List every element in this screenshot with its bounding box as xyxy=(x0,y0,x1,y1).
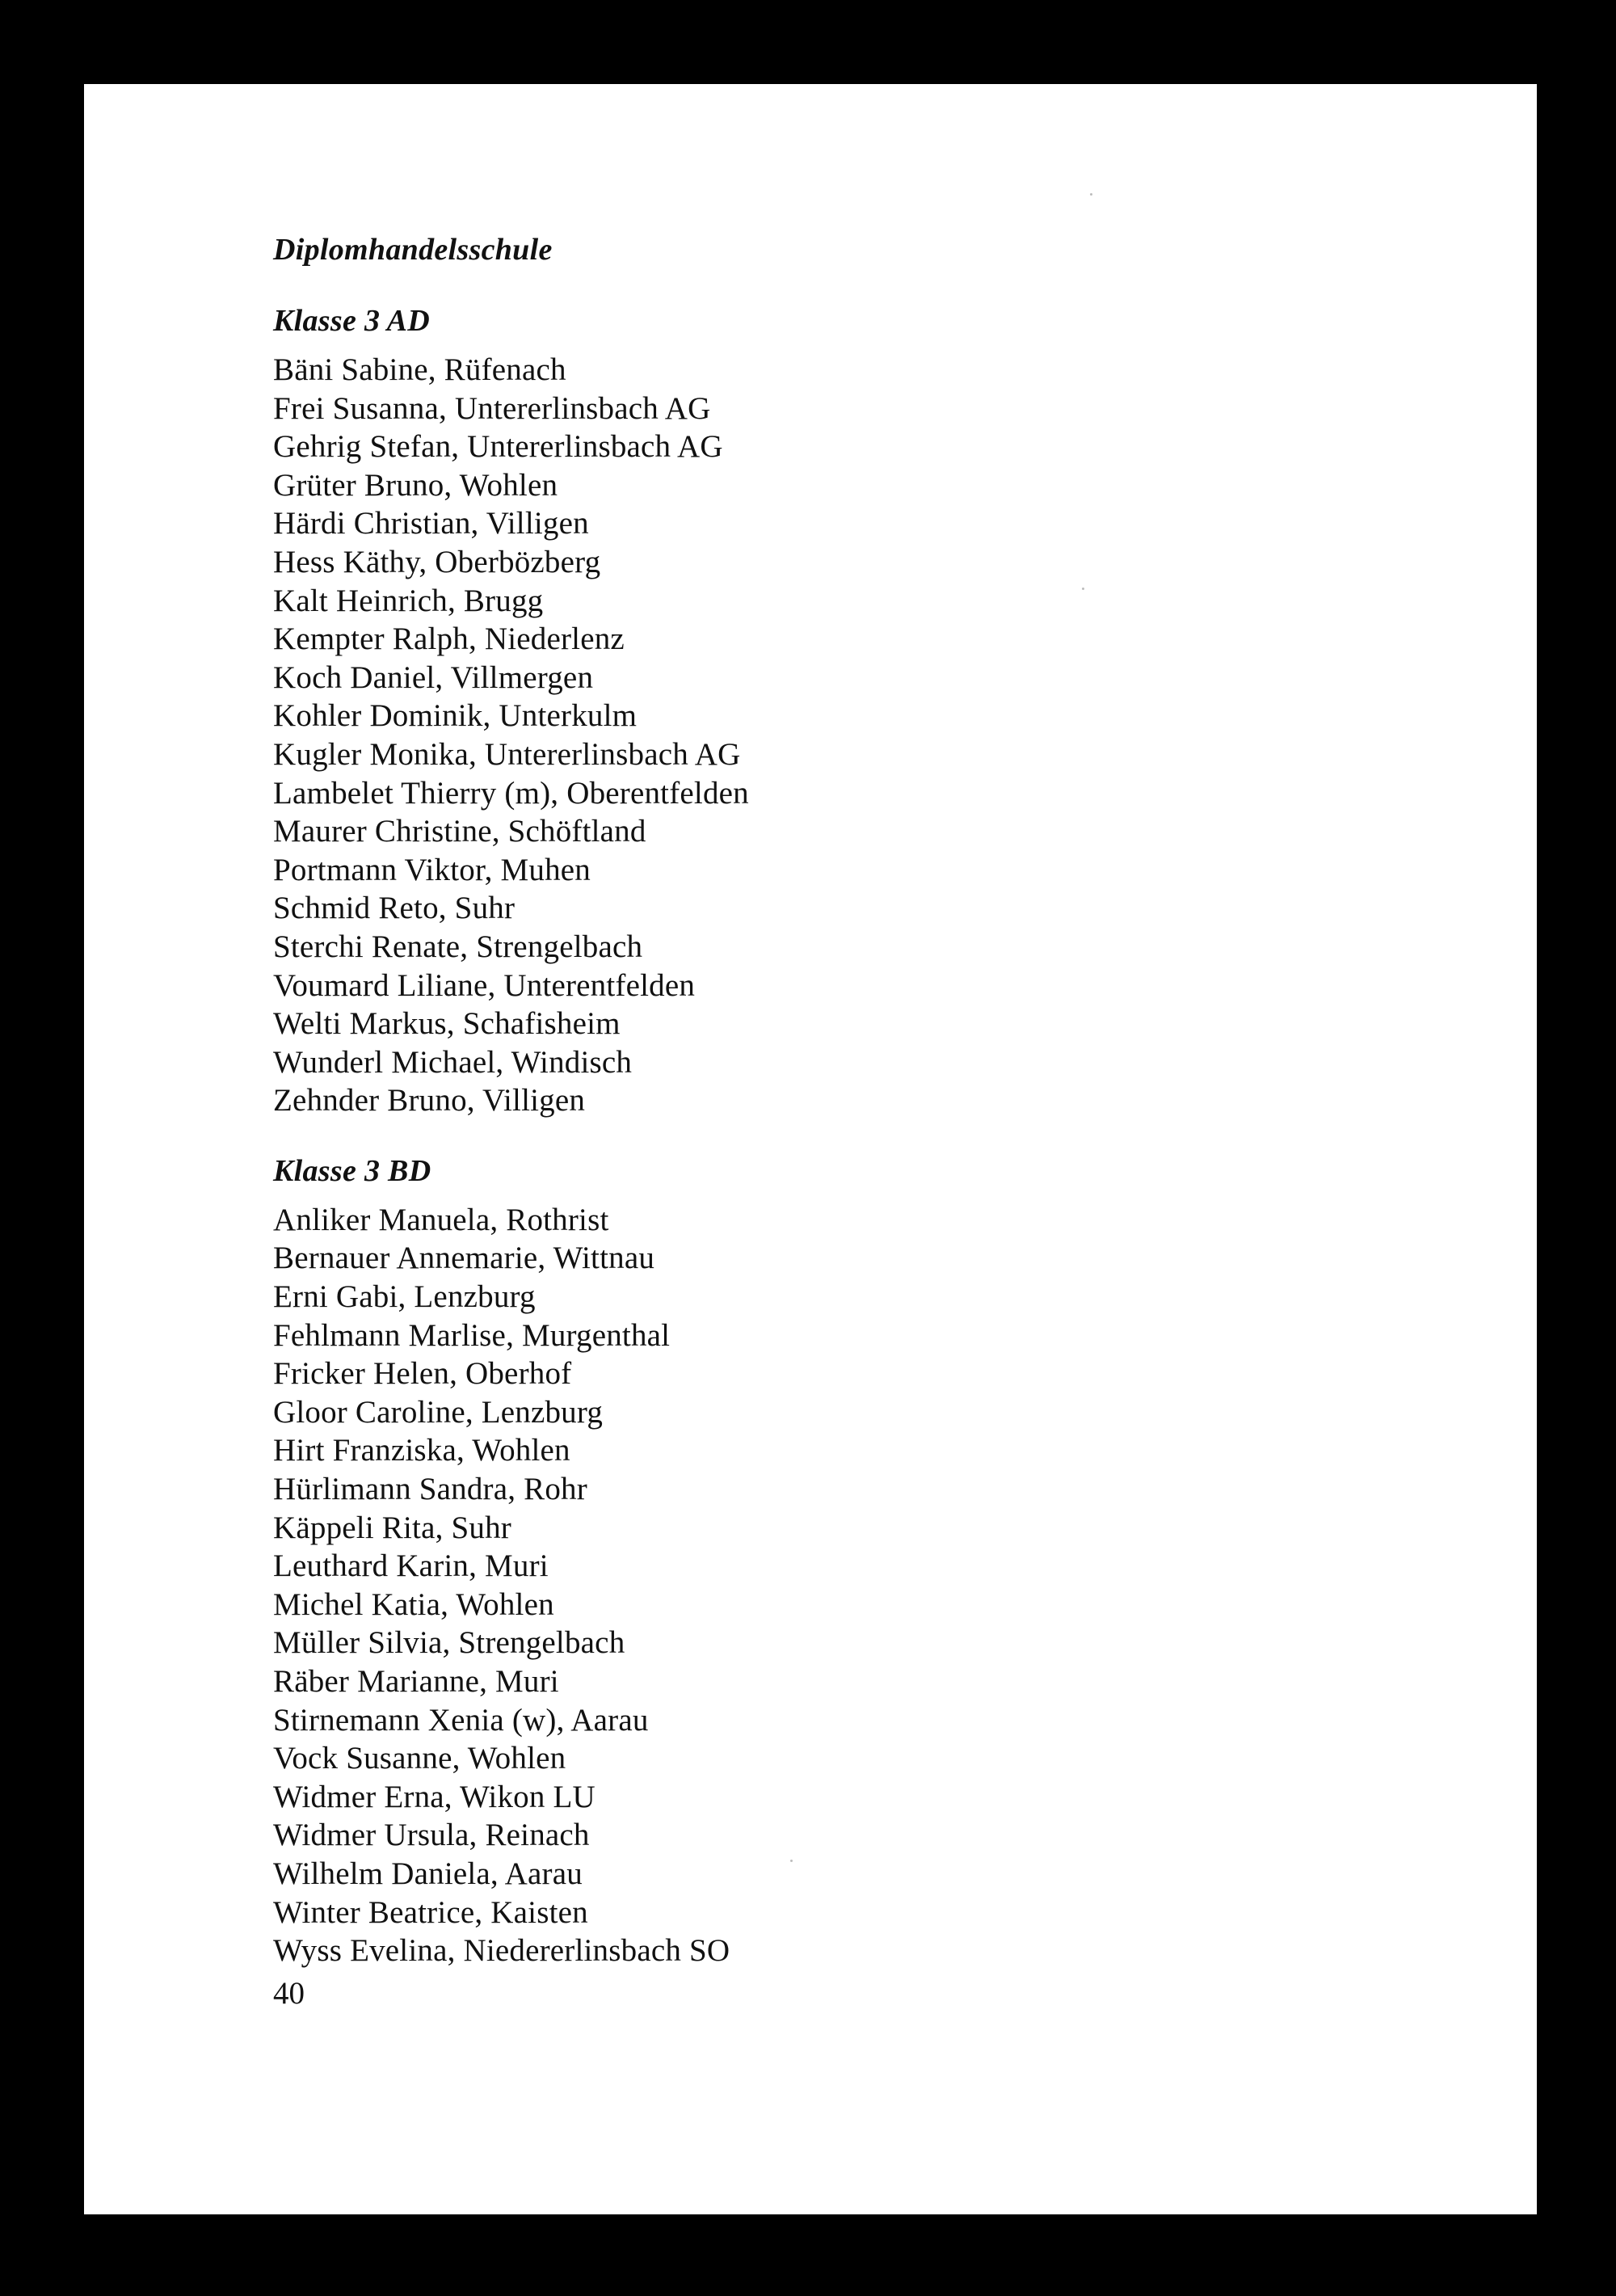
student-entry: Härdi Christian, Villigen xyxy=(273,506,589,541)
student-entry: Bäni Sabine, Rüfenach xyxy=(273,352,566,387)
student-entry: Räber Marianne, Muri xyxy=(273,1664,559,1699)
student-entry: Vock Susanne, Wohlen xyxy=(273,1741,566,1776)
student-entry: Kalt Heinrich, Brugg xyxy=(273,583,544,618)
student-entry: Koch Daniel, Villmergen xyxy=(273,659,594,695)
student-entry: Fehlmann Marlise, Murgenthal xyxy=(273,1317,671,1353)
document-heading: Diplomhandelsschule xyxy=(273,233,553,267)
student-list xyxy=(273,351,1485,1120)
student-entry: Anliker Manuela, Rothrist xyxy=(273,1202,609,1237)
page-content xyxy=(273,230,1485,2014)
student-entry: Winter Beatrice, Kaisten xyxy=(273,1894,588,1930)
paper-speck xyxy=(790,1860,793,1862)
student-entry: Widmer Erna, Wikon LU xyxy=(273,1779,595,1814)
student-entry: Bernauer Annemarie, Wittnau xyxy=(273,1241,655,1276)
student-entry: Schmid Reto, Suhr xyxy=(273,891,516,926)
class-section-3ad xyxy=(273,301,1485,1120)
student-entry: Käppeli Rita, Suhr xyxy=(273,1510,511,1545)
student-entry: Voumard Liliane, Unterentfelden xyxy=(273,967,696,1003)
section-title: Klasse 3 BD xyxy=(273,1153,431,1188)
student-entry: Sterchi Renate, Strengelbach xyxy=(273,929,643,964)
student-entry: Gloor Caroline, Lenzburg xyxy=(273,1394,604,1430)
student-entry: Stirnemann Xenia (w), Aarau xyxy=(273,1702,649,1738)
page-number: 40 xyxy=(273,1975,305,2011)
paper-speck xyxy=(1090,193,1092,196)
student-entry: Leuthard Karin, Muri xyxy=(273,1548,549,1584)
student-list xyxy=(273,1201,1485,1970)
student-entry: Kempter Ralph, Niederlenz xyxy=(273,621,625,657)
student-entry: Gehrig Stefan, Untererlinsbach AG xyxy=(273,429,723,465)
student-entry: Zehnder Bruno, Villigen xyxy=(273,1083,586,1119)
student-entry: Hürlimann Sandra, Rohr xyxy=(273,1472,587,1507)
student-entry: Wyss Evelina, Niedererlinsbach SO xyxy=(273,1933,730,1969)
student-entry: Fricker Helen, Oberhof xyxy=(273,1356,572,1392)
student-entry: Müller Silvia, Strengelbach xyxy=(273,1625,625,1661)
class-section-3bd xyxy=(273,1151,1485,1970)
section-title: Klasse 3 AD xyxy=(273,304,431,338)
document-page xyxy=(84,84,1537,2214)
student-entry: Widmer Ursula, Reinach xyxy=(273,1818,590,1853)
student-entry: Hirt Franziska, Wohlen xyxy=(273,1433,570,1468)
student-entry: Welti Markus, Schafisheim xyxy=(273,1006,621,1042)
student-entry: Frei Susanna, Untererlinsbach AG xyxy=(273,390,711,426)
student-entry: Kugler Monika, Untererlinsbach AG xyxy=(273,736,741,772)
student-entry: Portmann Viktor, Muhen xyxy=(273,852,591,887)
student-entry: Wilhelm Daniela, Aarau xyxy=(273,1856,583,1891)
student-entry: Lambelet Thierry (m), Oberentfelden xyxy=(273,775,749,811)
paper-speck xyxy=(1082,588,1084,590)
student-entry: Kohler Dominik, Unterkulm xyxy=(273,698,638,734)
student-entry: Hess Käthy, Oberbözberg xyxy=(273,544,601,579)
student-entry: Wunderl Michael, Windisch xyxy=(273,1044,633,1080)
student-entry: Erni Gabi, Lenzburg xyxy=(273,1279,536,1315)
student-entry: Michel Katia, Wohlen xyxy=(273,1586,554,1622)
student-entry: Grüter Bruno, Wohlen xyxy=(273,467,558,503)
student-entry: Maurer Christine, Schöftland xyxy=(273,814,646,849)
